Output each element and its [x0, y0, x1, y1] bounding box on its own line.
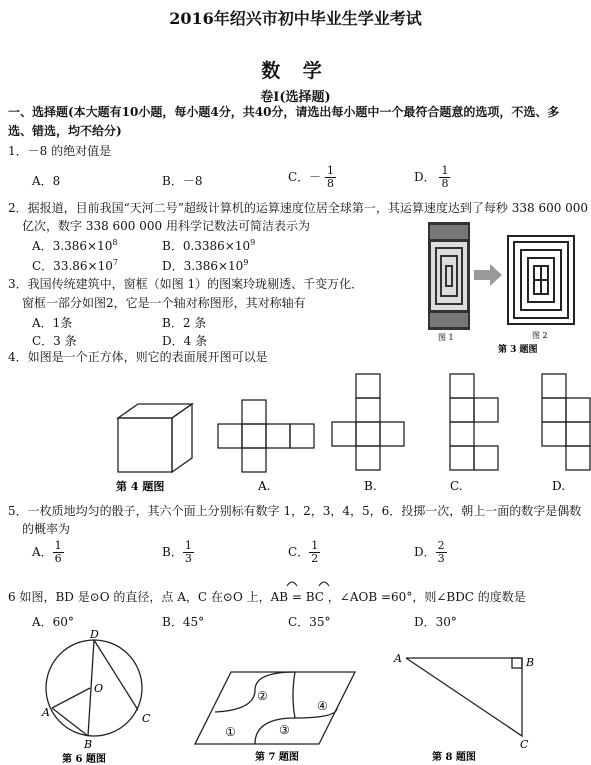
arrow-right-icon: [474, 264, 502, 286]
q2-stem-line-1: 2．据报道，目前我国“天河二号”超级计算机的运算速度位居全球第一，其运算速度达到了每秒 338 600 000: [8, 201, 589, 215]
q1-option-d: [414, 165, 450, 190]
q2-option-d: [162, 257, 248, 274]
region-1-label: ①: [225, 725, 236, 739]
region-3-label: ③: [279, 723, 290, 737]
point-d-label: D: [90, 628, 99, 641]
q4-label-c: C.: [450, 479, 463, 493]
right-angle-mark: [512, 658, 522, 668]
q1-c-num: 1: [327, 164, 335, 177]
q5-c-num: 1: [311, 539, 319, 552]
q5-option-b: [162, 540, 194, 565]
net-b: [332, 374, 404, 470]
point-c-label: C: [142, 712, 151, 725]
point-c-label: C: [520, 738, 529, 751]
q5-stem-line-1: 5．一枚质地均匀的骰子，其六个面上分别标有数字 1，2，3，4，5，6．投掷一次，朝上一面的数字是偶数: [8, 504, 582, 518]
window-pattern-figure: [508, 236, 574, 324]
q5-stem-line-2: 的概率为: [22, 522, 71, 536]
q4-label-b: B.: [364, 479, 377, 493]
q1-c-den: 8: [327, 177, 335, 190]
q3-option-c: C．3 条: [32, 334, 77, 348]
q5-b-num: 1: [184, 539, 192, 552]
q5-b-fraction: [183, 540, 194, 565]
q1-d-num: 1: [441, 164, 449, 177]
arc-bc-mark: [319, 582, 329, 586]
net-a: [218, 400, 314, 472]
exam-title: 2016年绍兴市初中毕业生学业考试: [169, 9, 422, 28]
q1-option-d-prefix: D．: [414, 170, 436, 184]
q3-stem-line-1: 3．我国传统建筑中，窗框（如图 1）的图案玲珑剔透、千变万化．: [8, 277, 364, 291]
fig8-caption: 第 8 题图: [432, 752, 476, 763]
q1-option-c: [288, 165, 336, 190]
q5-b-den: 3: [184, 552, 192, 565]
q1-option-a: A．8: [32, 174, 61, 188]
q4-figure: [112, 368, 590, 496]
q6-option-c: C．35°: [288, 615, 331, 629]
q6-option-a: A．60°: [32, 615, 74, 629]
q3-figure: [428, 222, 588, 357]
boundary-curve-3: [293, 672, 295, 718]
q2-b-base: B．0.3386×10: [162, 239, 251, 253]
fig2-label: 图 2: [532, 331, 548, 340]
q2-d-base: D．3.386×10: [162, 259, 244, 273]
q1-option-c-prefix: C．－: [288, 170, 322, 184]
q6-arc-marks: [285, 578, 337, 590]
q2-a-exp: 8: [112, 238, 118, 247]
q5-d-prefix: D．: [414, 545, 436, 559]
triangle-abc: [406, 658, 522, 736]
boundary-curve-2: [255, 708, 337, 744]
q2-stem-line-2: 亿次，数字 338 600 000 用科学记数法可简洁表示为: [22, 219, 310, 233]
chord-ab: [52, 708, 88, 736]
q5-option-d: [414, 540, 447, 565]
q4-stem: 4．如图是一个正方体，则它的表面展开图可以是: [8, 350, 268, 364]
subject-title: 数 学: [261, 60, 330, 82]
q4-label-a: A.: [258, 479, 271, 493]
q2-option-b: [162, 237, 255, 254]
point-a-label: A: [42, 706, 50, 719]
region-2-label: ②: [257, 689, 268, 703]
q2-d-exp: 9: [243, 258, 249, 267]
q2-c-base: C．33.86×10: [32, 259, 113, 273]
q2-b-exp: 9: [250, 238, 256, 247]
instructions-line-2: 选、错选，均不给分): [8, 124, 122, 138]
q6-option-b: B．45°: [162, 615, 205, 629]
boundary-curve-1: [215, 672, 295, 712]
q5-d-den: 3: [437, 552, 445, 565]
q5-a-num: 1: [54, 539, 62, 552]
q6-stem: 6 如图，BD 是⊙O 的直径，点 A，C 在⊙O 上，AB = BC ，∠AOB =60°，则∠BDC 的度数是: [8, 590, 526, 604]
q3-option-b: B．2 条: [162, 316, 207, 330]
q3-caption: 第 3 题图: [498, 345, 538, 355]
q3-option-d: D．4 条: [162, 334, 208, 348]
parallelogram-outline: [195, 672, 355, 744]
net-c: [450, 374, 498, 470]
q2-option-c: [32, 257, 118, 274]
q4-label-d: D.: [552, 479, 566, 493]
q3-stem-line-2: 窗框一部分如图2，它是一个轴对称图形，其对称轴有: [22, 296, 306, 310]
point-b-label: B: [84, 738, 93, 751]
window-frame-photo: [428, 222, 470, 330]
fig1-label: 图 1: [438, 333, 454, 342]
fig6-circle-diagram: [38, 628, 158, 765]
q1-option-c-fraction: [325, 165, 336, 190]
q5-option-c: [288, 540, 320, 565]
cube-figure: [118, 404, 192, 472]
q6-option-d: D．30°: [414, 615, 457, 629]
instructions-line-1: 一、选择题(本大题有10小题，每小题4分，共40分，请选出每小题中一个最符合题意的选项，不选、多: [8, 105, 560, 119]
q5-b-prefix: B．: [162, 545, 183, 559]
q1-stem: 1．－8 的绝对值是: [8, 144, 112, 158]
q5-option-a: [32, 540, 64, 565]
q5-c-prefix: C．: [288, 545, 310, 559]
radius-oa: [52, 688, 90, 708]
q1-option-b: B．－8: [162, 174, 203, 188]
q5-c-den: 2: [311, 552, 319, 565]
fig7-regions-diagram: [195, 662, 365, 765]
q5-a-fraction: [53, 540, 64, 565]
region-4-label: ④: [317, 699, 328, 713]
point-b-label: B: [526, 656, 535, 669]
arc-ab-mark: [287, 582, 297, 586]
point-a-label: A: [394, 652, 402, 665]
q1-option-d-fraction: [439, 165, 450, 190]
q5-d-fraction: [436, 540, 447, 565]
fig8-triangle-diagram: [392, 640, 542, 765]
q5-c-fraction: [309, 540, 320, 565]
q3-option-a: A．1条: [32, 316, 73, 330]
point-o-label: O: [94, 682, 104, 695]
q2-option-a: [32, 237, 117, 254]
q5-a-den: 6: [54, 552, 62, 565]
net-d: [542, 374, 590, 470]
fig6-caption: 第 6 题图: [62, 754, 106, 765]
q2-c-exp: 7: [112, 258, 118, 267]
chord-dc: [94, 640, 138, 710]
q2-a-base: A．3.386×10: [32, 239, 113, 253]
volume-title: 卷Ⅰ(选择题): [260, 90, 331, 105]
q5-d-num: 2: [437, 539, 445, 552]
q1-d-den: 8: [441, 177, 449, 190]
q4-caption: 第 4 题图: [116, 480, 165, 493]
q5-a-prefix: A．: [32, 545, 53, 559]
fig7-caption: 第 7 题图: [255, 752, 299, 763]
